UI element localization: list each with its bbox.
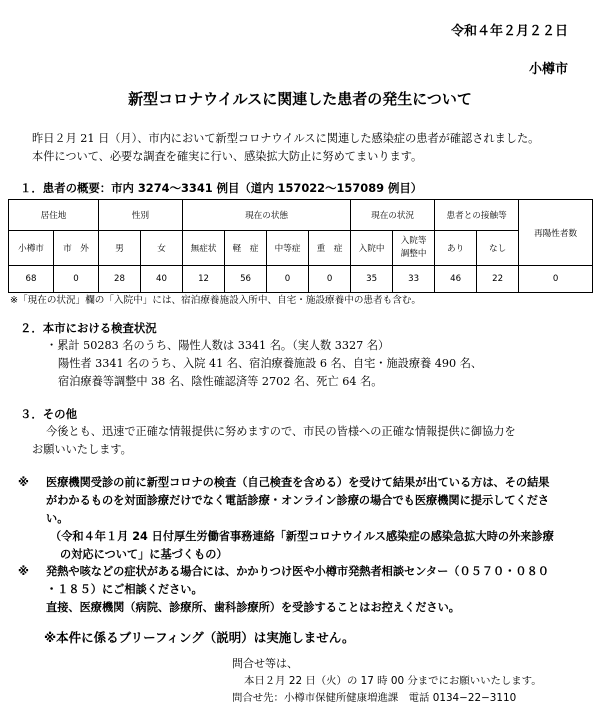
subheader-severe: 重 症 (309, 231, 351, 266)
header-sex: 性別 (99, 200, 183, 231)
contact-info: 問合せ先：小樽市保健所健康増進課 電話 0134−22−3110 (232, 692, 517, 704)
patient-summary-table (8, 199, 593, 293)
subheader-contact-no: なし (477, 231, 519, 266)
section-3-line-1: 今後とも、迅速で正確な情報提供に努めますので、市民の皆様への正確な情報提供に御協力を (46, 425, 516, 438)
header-current-condition: 現在の状態 (183, 200, 351, 231)
subheader-female: 女 (141, 231, 183, 266)
subheader-hospitalized: 入院中 (351, 231, 393, 266)
briefing-notice: ※本件に係るブリーフィング（説明）は実施しません。 (44, 630, 355, 645)
section-3-heading: ３．その他 (20, 407, 77, 421)
cell-contact-yes: 46 (435, 266, 477, 293)
note-1-reference-line-2: の対応について」に基づくもの） (60, 548, 228, 561)
document-date: 令和４年２月２２日 (450, 24, 568, 39)
cell-moderate: 0 (267, 266, 309, 293)
section-3-line-2: お願いいたします。 (32, 443, 132, 456)
note-1-reference-line-1: （令和４年１月 24 日付厚生労働省事務連絡「新型コロナウイルス感染症の感染急拡大時の外来診療 (50, 530, 554, 543)
note-1-mark: ※ (18, 476, 29, 489)
intro-line-2: 本件について、必要な調査を確実に行い、感染拡大防止に努めてまいります。 (32, 150, 423, 163)
cell-outside-city: 0 (54, 266, 99, 293)
contact-label: 問合せ等は、 (232, 657, 298, 670)
section-1-heading: １．患者の概要：市内 3274〜3341 例目（道内 157022〜157089 例目） (20, 181, 423, 195)
header-contact: 患者との接触等 (435, 200, 519, 231)
subheader-asymptomatic: 無症状 (183, 231, 225, 266)
table-row (9, 266, 593, 293)
cell-mild: 56 (225, 266, 267, 293)
table-footnote: ※「現在の状況」欄の「入院中」には、宿泊療養施設入所中、自宅・施設療養中の患者も含む。 (10, 295, 421, 306)
subheader-male: 男 (99, 231, 141, 266)
subheader-contact-yes: あり (435, 231, 477, 266)
header-residence: 居住地 (9, 200, 99, 231)
cell-otaru: 68 (9, 266, 54, 293)
section-2-line-2: 陽性者 3341 名のうち、入院 41 名、宿泊療養施設 6 名、自宅・施設療養 490 名、 (58, 357, 483, 370)
cell-contact-no: 22 (477, 266, 519, 293)
cell-male: 28 (99, 266, 141, 293)
subheader-mild: 軽 症 (225, 231, 267, 266)
cell-adjusting: 33 (393, 266, 435, 293)
cell-hospitalized: 35 (351, 266, 393, 293)
note-1-line-1: 医療機関受診の前に新型コロナの検査（自己検査を含める）を受けて結果が出ている方は、その結果 (46, 476, 550, 489)
subheader-adjusting (393, 231, 435, 266)
cell-asymptomatic: 12 (183, 266, 225, 293)
section-2-heading: ２．本市における検査状況 (20, 321, 157, 335)
header-current-status: 現在の状況 (351, 200, 435, 231)
subheader-outside-city: 市 外 (54, 231, 99, 266)
note-2-line-2: ・１８５）にご相談ください。 (46, 583, 203, 596)
subheader-adjusting-line-1: 入院等 (400, 236, 427, 246)
subheader-otaru: 小樽市 (9, 231, 54, 266)
cell-severe: 0 (309, 266, 351, 293)
document-title: 新型コロナウイルスに関連した患者の発生について (128, 90, 472, 108)
note-1-line-3: い。 (46, 512, 69, 525)
cell-repositive: 0 (519, 266, 593, 293)
section-2-line-1: ・累計 50283 名のうち、陽性人数は 3341 名。（実人数 3327 名） (46, 339, 390, 352)
header-repositive: 再陽性者数 (519, 200, 593, 266)
intro-line-1: 昨日２月 21 日（月）、市内において新型コロナウイルスに関連した感染症の患者が確認されました。 (32, 132, 540, 145)
note-2-mark: ※ (18, 565, 29, 578)
subheader-moderate: 中等症 (267, 231, 309, 266)
note-2-line-3: 直接、医療機関（病院、診療所、歯科診療所）を受診することはお控えください。 (46, 601, 460, 614)
note-2-line-1: 発熱や咳などの症状がある場合には、かかりつけ医や小樽市発熱者相談センター（０５７０・０８０ (46, 565, 549, 578)
section-2-line-3: 宿泊療養等調整中 38 名、陰性確認済等 2702 名、死亡 64 名。 (58, 375, 383, 388)
cell-female: 40 (141, 266, 183, 293)
contact-deadline: 本日２月 22 日（火）の 17 時 00 分までにお願いいたします。 (244, 675, 542, 687)
issuer-city: 小樽市 (528, 62, 568, 77)
subheader-adjusting-line-2: 調整中 (400, 249, 427, 259)
note-1-line-2: がわかるものを対面診療だけでなく電話診療・オンライン診療の場合でも医療機関に提示してくださ (46, 494, 550, 507)
